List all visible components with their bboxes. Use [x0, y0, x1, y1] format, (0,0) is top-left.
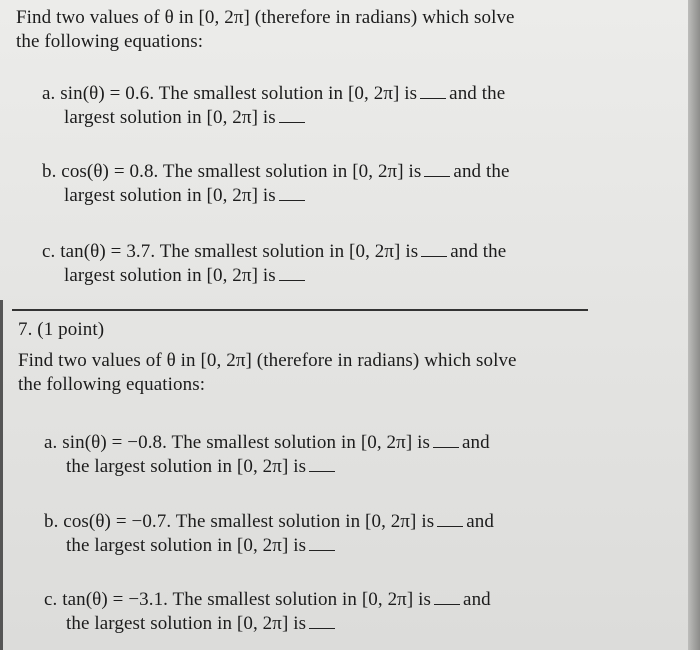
answer-blank-largest[interactable] — [309, 549, 335, 551]
question-text: largest solution in [0, 2π] is — [64, 265, 276, 286]
answer-blank-smallest[interactable] — [420, 97, 446, 99]
answer-blank-largest[interactable] — [309, 470, 335, 472]
question-text: the largest solution in [0, 2π] is — [66, 613, 307, 634]
question-text: largest solution in [0, 2π] is — [64, 107, 276, 128]
question-text-tail: and the — [449, 83, 506, 104]
question-text-tail: and — [466, 511, 494, 532]
question-text-tail: and — [462, 432, 490, 453]
problem-number: 7. (1 point) — [18, 319, 105, 340]
question-text: b. cos(θ) = 0.8. The smallest solution in [0, 2π] is — [42, 161, 422, 182]
answer-blank-smallest[interactable] — [433, 446, 459, 448]
question-text: a. sin(θ) = −0.8. The smallest solution in [0, 2π] is — [44, 432, 430, 453]
section2-intro-line2: the following equations: — [18, 374, 206, 395]
question-text: c. tan(θ) = 3.7. The smallest solution in [0, 2π] is — [42, 241, 419, 262]
question-line — [42, 184, 510, 208]
question-text: c. tan(θ) = −3.1. The smallest solution in [0, 2π] is — [44, 589, 432, 610]
answer-blank-smallest[interactable] — [424, 175, 450, 177]
section1-item-c — [42, 240, 506, 288]
section2-header — [18, 318, 517, 397]
answer-blank-smallest[interactable] — [421, 255, 447, 257]
section2-intro-line1: Find two values of θ in [0, 2π] (therefore in radians) which solve — [18, 350, 517, 371]
section1-item-b — [42, 160, 510, 208]
question-text: the largest solution in [0, 2π] is — [66, 535, 307, 556]
question-text: largest solution in [0, 2π] is — [64, 185, 276, 206]
question-line — [44, 455, 490, 479]
question-line — [44, 612, 491, 636]
answer-blank-largest[interactable] — [279, 121, 305, 123]
question-text-tail: and — [463, 589, 491, 610]
answer-blank-smallest[interactable] — [434, 603, 460, 605]
section-divider — [12, 309, 588, 311]
page-margin-line — [0, 300, 3, 650]
question-text-tail: and the — [450, 241, 507, 262]
page-edge — [688, 0, 700, 650]
question-text: b. cos(θ) = −0.7. The smallest solution in [0, 2π] is — [44, 511, 435, 532]
question-text-tail: and the — [453, 161, 510, 182]
question-line — [42, 264, 506, 288]
question-line — [44, 510, 494, 534]
section2-item-a — [44, 431, 490, 479]
section2-item-b — [44, 510, 494, 558]
question-text: the largest solution in [0, 2π] is — [66, 456, 307, 477]
question-line — [42, 240, 506, 264]
question-line — [44, 431, 490, 455]
section1-intro-line2: the following equations: — [16, 31, 204, 52]
answer-blank-largest[interactable] — [279, 279, 305, 281]
answer-blank-smallest[interactable] — [437, 525, 463, 527]
answer-blank-largest[interactable] — [309, 627, 335, 629]
section2-item-c — [44, 588, 491, 636]
answer-blank-largest[interactable] — [279, 199, 305, 201]
question-line — [44, 588, 491, 612]
section1-intro — [16, 6, 515, 54]
question-line — [44, 534, 494, 558]
question-line — [42, 106, 505, 130]
section1-intro-line1: Find two values of θ in [0, 2π] (therefore in radians) which solve — [16, 7, 515, 28]
question-line — [42, 160, 510, 184]
section1-item-a — [42, 82, 505, 130]
question-text: a. sin(θ) = 0.6. The smallest solution in [0, 2π] is — [42, 83, 418, 104]
question-line — [42, 82, 505, 106]
